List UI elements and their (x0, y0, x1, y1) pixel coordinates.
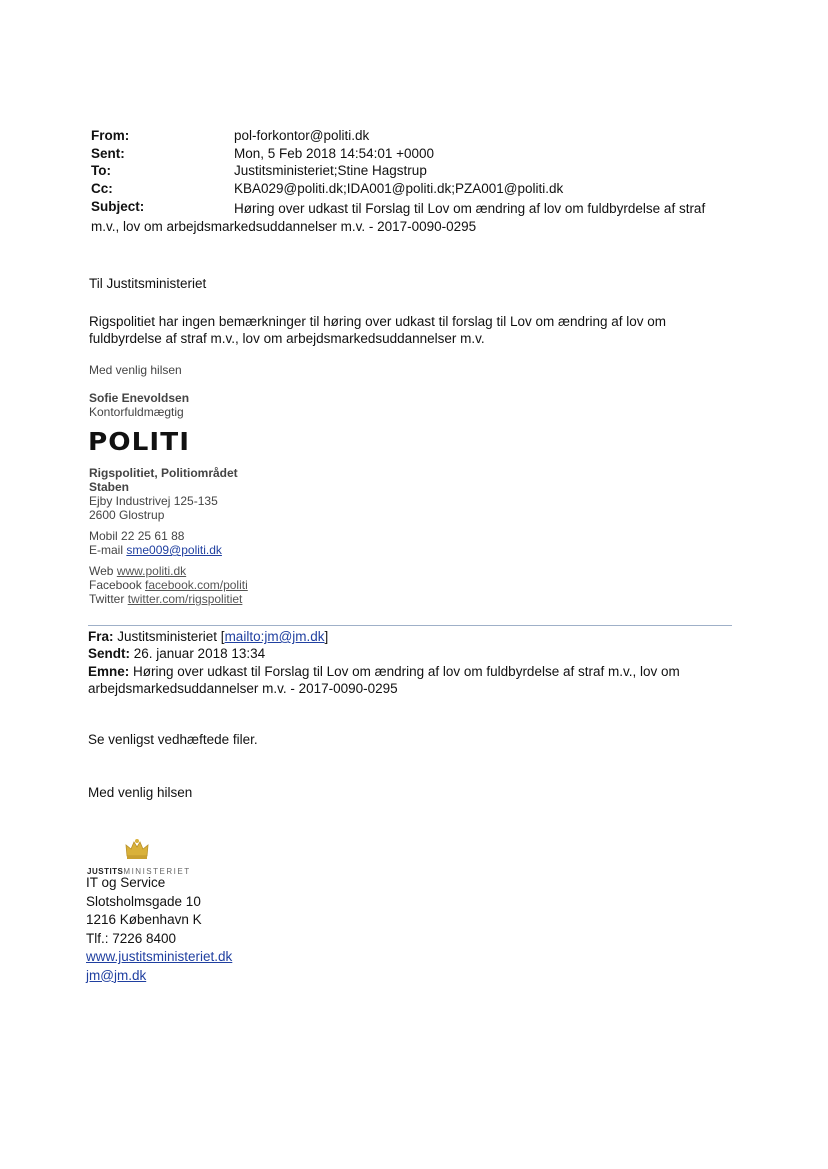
forward-separator (88, 625, 732, 626)
twitter-label: Twitter (89, 592, 125, 606)
original-closing: Med venlig hilsen (88, 785, 193, 800)
to-label: To: (91, 163, 111, 178)
facebook-link[interactable]: facebook.com/politi (145, 578, 248, 592)
subject-label: Subject: (91, 199, 145, 214)
politi-web (89, 564, 186, 578)
original-sent (88, 646, 265, 661)
emne-line-2: arbejdsmarkedsuddannelser m.v. - 2017-0090-0295 (88, 681, 398, 696)
jm-website-link[interactable]: www.justitsministeriet.dk (86, 949, 233, 964)
cc-label: Cc: (91, 181, 113, 196)
politi-closing: Med venlig hilsen (89, 363, 182, 377)
politi-mobile (89, 529, 184, 543)
mobile-label: Mobil (89, 529, 118, 543)
jm-signature (86, 874, 232, 985)
reply-body-line-1: Rigspolitiet har ingen bemærkninger til høring over udkast til forslag til Lov om ændring af lov om (89, 314, 667, 329)
from-label: From: (91, 128, 130, 143)
politi-twitter (89, 592, 242, 606)
jm-logo-justits: JUSTITS (87, 867, 124, 876)
politi-address-line-2: 2600 Glostrup (89, 508, 165, 522)
email-link[interactable]: sme009@politi.dk (126, 543, 222, 557)
politi-address-line-1: Ejby Industrivej 125-135 (89, 494, 218, 508)
cc-value: KBA029@politi.dk;IDA001@politi.dk;PZA001@politi.dk (234, 181, 564, 196)
sendt-value: 26. januar 2018 13:34 (133, 646, 266, 661)
original-from (88, 629, 328, 644)
jm-phone: Tlf.: 7226 8400 (86, 930, 177, 946)
to-value: Justitsministeriet;Stine Hagstrup (234, 163, 427, 178)
from-value: pol-forkontor@politi.dk (234, 128, 370, 143)
reply-greeting: Til Justitsministeriet (89, 276, 207, 291)
jm-email-link[interactable]: jm@jm.dk (86, 967, 147, 983)
subject-line-1: Høring over udkast til Forslag til Lov om ændring af lov om fuldbyrdelse af straf (234, 201, 706, 216)
original-subject (88, 664, 680, 679)
fra-close: ] (324, 629, 329, 644)
original-body: Se venligst vedhæftede filer. (88, 732, 258, 747)
jm-street: Slotsholmsgade 10 (86, 893, 201, 909)
politi-org-line-2: Staben (89, 480, 130, 494)
politi-org-line-1: Rigspolitiet, Politiområdet (89, 466, 238, 480)
facebook-label: Facebook (89, 578, 142, 592)
sent-value: Mon, 5 Feb 2018 14:54:01 +0000 (234, 146, 435, 161)
email-label: E-mail (89, 543, 124, 557)
politi-signer-name: Sofie Enevoldsen (89, 391, 190, 405)
politi-facebook (89, 578, 248, 592)
sendt-label: Sendt: (88, 646, 130, 661)
jm-unit: IT og Service (86, 875, 166, 890)
jm-logo-ministeriet: MINISTERIET (123, 867, 191, 876)
mobile-value: 22 25 61 88 (121, 529, 185, 543)
politi-email (89, 543, 222, 557)
fra-value: Justitsministeriet [ (117, 629, 225, 644)
politi-signer-title: Kontorfuldmægtig (89, 405, 184, 419)
politi-logo: POLITI (88, 427, 191, 456)
emne-line-1: Høring over udkast til Forslag til Lov om ændring af lov om fuldbyrdelse af straf m.v., lov om (133, 664, 680, 679)
web-label: Web (89, 564, 114, 578)
reply-body-line-2: fuldbyrdelse af straf m.v., lov om arbejdsmarkedsuddannelser m.v. (89, 331, 485, 346)
web-link[interactable]: www.politi.dk (116, 564, 187, 578)
fra-mailto-link[interactable]: mailto:jm@jm.dk (224, 629, 325, 644)
subject-line-2: m.v., lov om arbejdsmarkedsuddannelser m.v. - 2017-0090-0295 (91, 219, 477, 234)
sent-label: Sent: (91, 146, 125, 161)
twitter-link[interactable]: twitter.com/rigspolitiet (127, 592, 243, 606)
jm-city: 1216 København K (86, 912, 202, 927)
emne-label: Emne: (88, 664, 130, 679)
fra-label: Fra: (88, 629, 114, 644)
